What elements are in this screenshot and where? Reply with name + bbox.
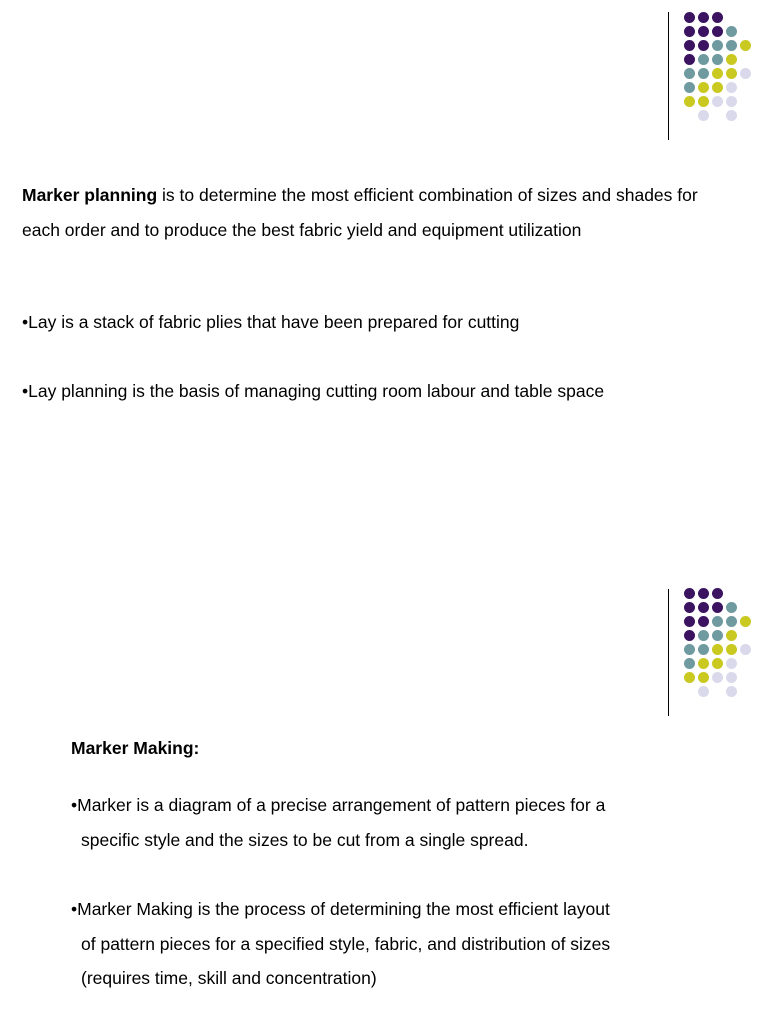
bullet-line: specific style and the sizes to be cut from a single spread. [81, 829, 529, 850]
decorative-dot [684, 26, 695, 37]
decorative-divider-line [668, 589, 669, 716]
marker-planning-term: Marker planning [22, 185, 158, 205]
decorative-dot [698, 12, 709, 23]
decorative-dot [726, 68, 737, 79]
decorative-dot [698, 54, 709, 65]
slide-2 [0, 578, 768, 1024]
decorative-dot [712, 672, 723, 683]
decorative-dot [726, 644, 737, 655]
decorative-dot [698, 672, 709, 683]
decorative-dot [698, 68, 709, 79]
decorative-dot [726, 672, 737, 683]
decorative-dot [684, 40, 695, 51]
decorative-dot [726, 602, 737, 613]
decorative-dot [712, 82, 723, 93]
decorative-dot [712, 54, 723, 65]
decorative-dot [726, 82, 737, 93]
decorative-dot [698, 658, 709, 669]
decorative-dot [726, 110, 737, 121]
decorative-dot [712, 40, 723, 51]
decorative-dot [684, 630, 695, 641]
marker-definition-bullet [71, 788, 691, 857]
marker-making-title: Marker Making: [71, 738, 200, 758]
decorative-dot [712, 12, 723, 23]
decorative-dot [684, 616, 695, 627]
decorative-dot [684, 82, 695, 93]
decorative-dot [740, 644, 751, 655]
decorative-dot [684, 588, 695, 599]
decorative-dot [712, 616, 723, 627]
decorative-dot [698, 616, 709, 627]
decorative-dot [684, 54, 695, 65]
decorative-dot [726, 658, 737, 669]
decorative-dot [712, 26, 723, 37]
bullet-line: •Marker is a diagram of a precise arrangement of pattern pieces for a [71, 795, 606, 815]
decorative-dot [712, 602, 723, 613]
decorative-dot [712, 630, 723, 641]
decorative-dot [684, 644, 695, 655]
decorative-dot [726, 630, 737, 641]
decorative-dot [726, 40, 737, 51]
lay-planning-bullet: •Lay planning is the basis of managing cutting room labour and table space [22, 381, 605, 401]
bullet-line: of pattern pieces for a specified style, fabric, and distribution of sizes [81, 933, 611, 954]
bullet-line: (requires time, skill and concentration) [81, 968, 377, 988]
decorative-dot [698, 588, 709, 599]
decorative-dot [712, 68, 723, 79]
dot-grid-logo [684, 588, 764, 700]
marker-planning-definition: is to determine the most efficient combination of sizes and shades for each order and to produce the best fabric yield and equipment utilization [22, 185, 698, 240]
dot-grid-logo [684, 12, 764, 124]
decorative-dot [698, 602, 709, 613]
marker-planning-paragraph [22, 178, 702, 247]
decorative-dot [712, 96, 723, 107]
decorative-dot [684, 96, 695, 107]
decorative-dot [698, 686, 709, 697]
bullet-line: •Marker Making is the process of determining the most efficient layout [71, 899, 610, 919]
decorative-dot [684, 12, 695, 23]
decorative-dot [726, 96, 737, 107]
decorative-dot [726, 54, 737, 65]
decorative-divider-line [668, 12, 669, 140]
decorative-dot [712, 658, 723, 669]
lay-definition-bullet: •Lay is a stack of fabric plies that have been prepared for cutting [22, 312, 520, 332]
decorative-dot [726, 686, 737, 697]
decorative-dot [726, 616, 737, 627]
decorative-dot [698, 40, 709, 51]
decorative-dot [740, 40, 751, 51]
decorative-dot [684, 658, 695, 669]
decorative-dot [684, 68, 695, 79]
decorative-dot [698, 644, 709, 655]
decorative-dot [740, 616, 751, 627]
decorative-dot [698, 96, 709, 107]
decorative-dot [712, 644, 723, 655]
decorative-dot [698, 630, 709, 641]
marker-making-process-bullet [71, 892, 691, 996]
decorative-dot [712, 588, 723, 599]
decorative-dot [726, 26, 737, 37]
decorative-dot [698, 82, 709, 93]
decorative-dot [740, 68, 751, 79]
decorative-dot [698, 110, 709, 121]
decorative-dot [684, 672, 695, 683]
decorative-dot [684, 602, 695, 613]
decorative-dot [698, 26, 709, 37]
